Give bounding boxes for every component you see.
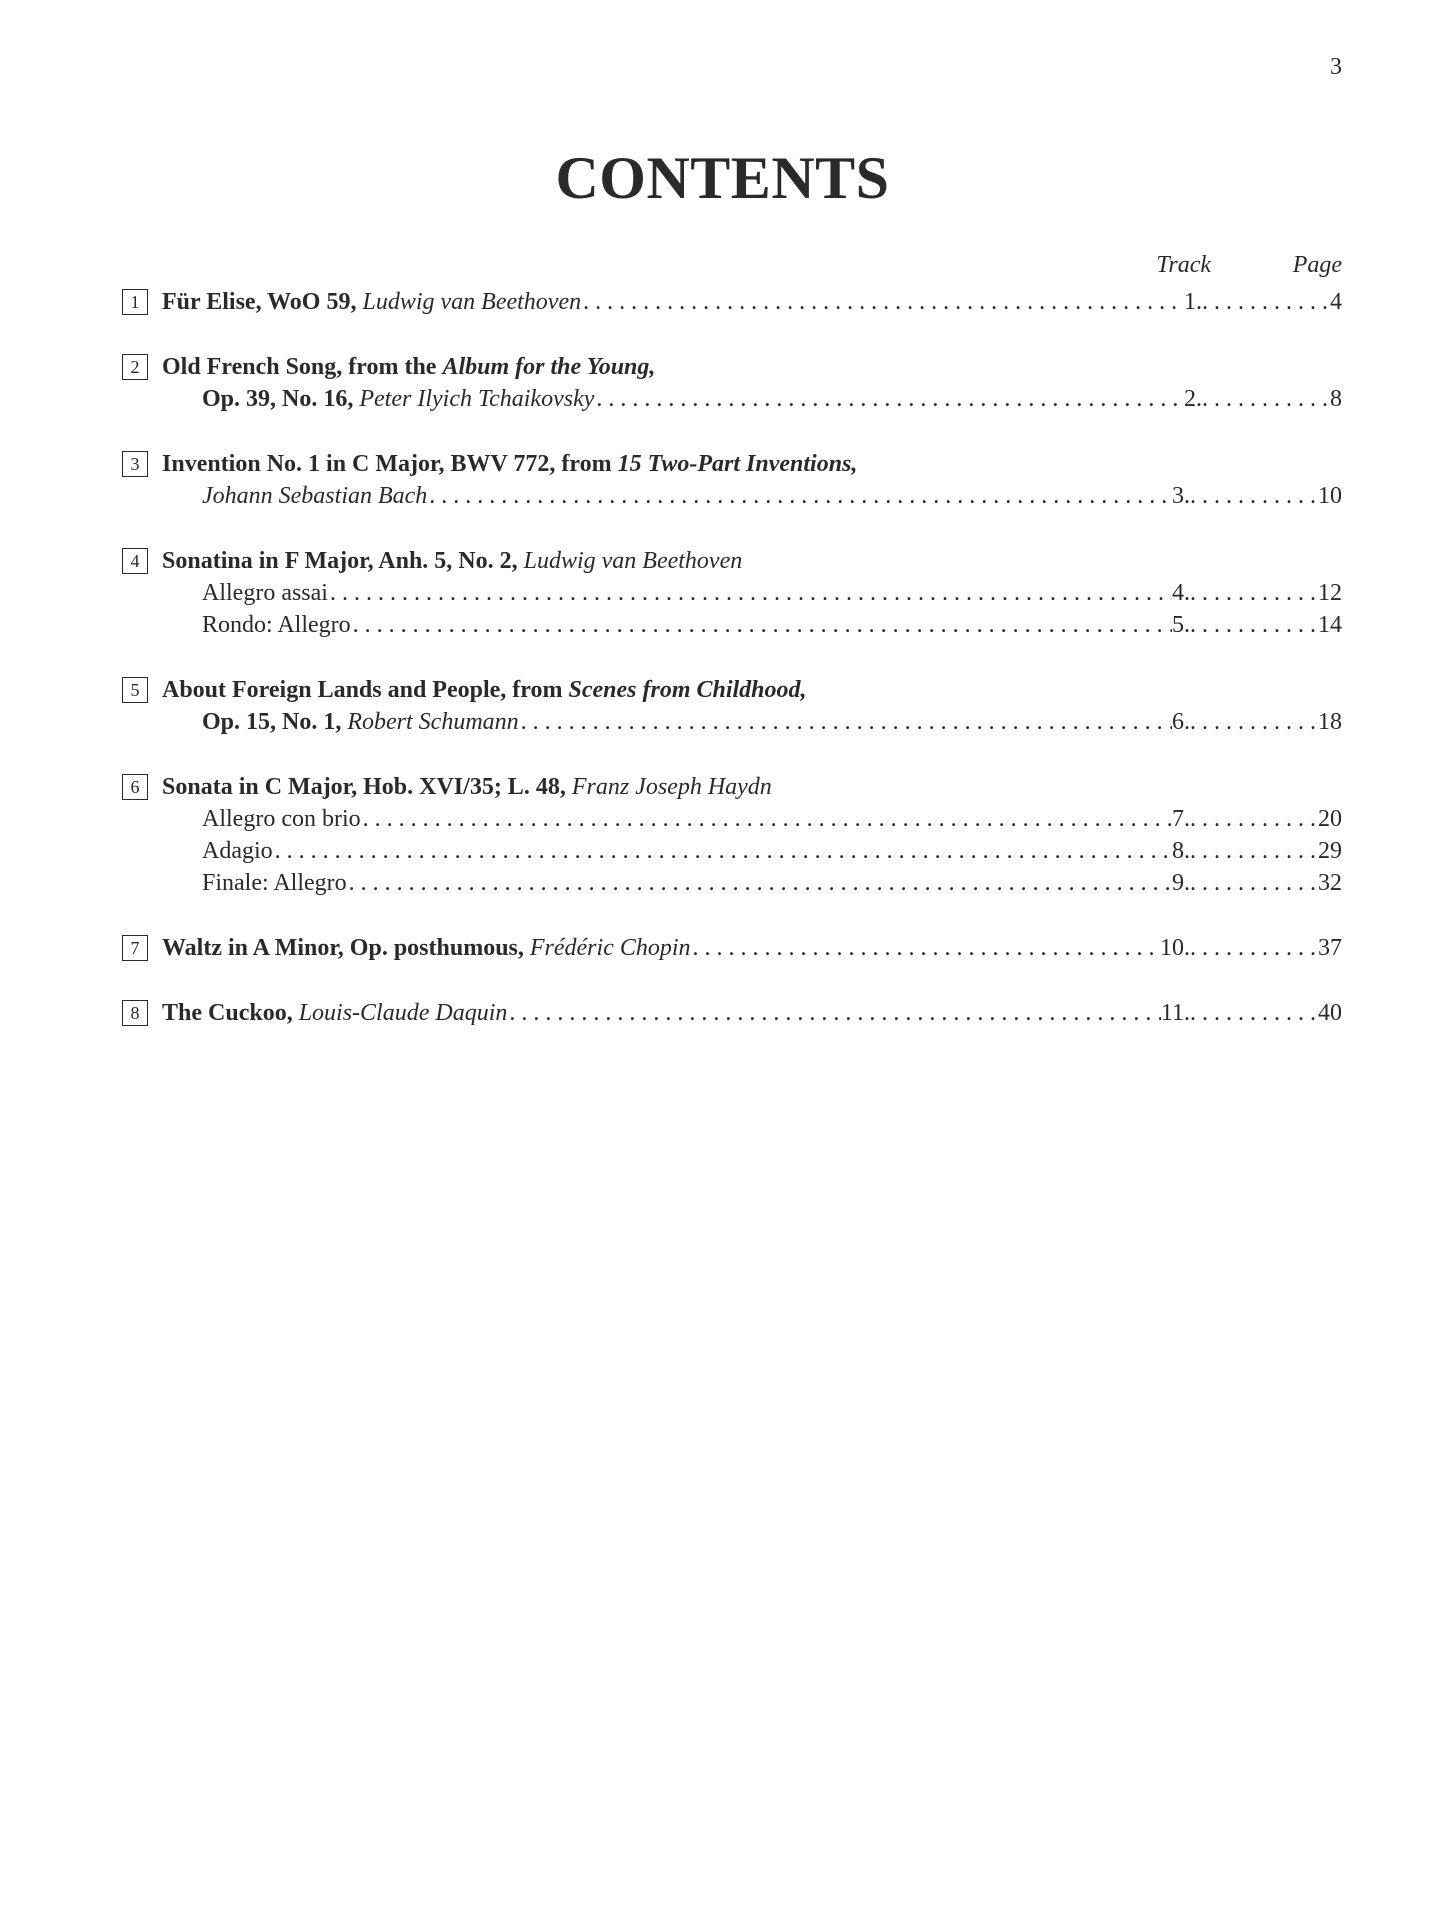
- dot-leader: [349, 867, 1172, 899]
- dot-leader: [353, 609, 1172, 641]
- entry-collection: Album for the Young,: [442, 354, 656, 380]
- entry-number-badge: 1: [122, 289, 148, 315]
- toc-entry[interactable]: [122, 997, 1342, 1029]
- toc-entry[interactable]: [122, 771, 1342, 899]
- entry-number-badge: 8: [122, 1000, 148, 1026]
- movement-name: Rondo: Allegro: [202, 612, 351, 638]
- entry-composer: Louis-Claude Daquin: [298, 1000, 508, 1026]
- movement-row[interactable]: [122, 803, 1342, 835]
- table-of-contents: [122, 252, 1342, 1062]
- entry-composer: Peter Ilyich Tchaikovsky: [359, 386, 595, 412]
- entry-composer: Frédéric Chopin: [529, 935, 691, 961]
- dot-leader: [363, 803, 1172, 835]
- movement-name: Allegro con brio: [202, 806, 361, 832]
- page-ref: 10: [1318, 483, 1342, 509]
- track-number: 5.: [1172, 612, 1190, 638]
- entry-composer: Franz Joseph Haydn: [571, 774, 772, 800]
- dot-leader: [275, 835, 1172, 867]
- dot-leader: [1190, 835, 1318, 867]
- entry-number-badge: 7: [122, 935, 148, 961]
- track-number: 4.: [1172, 580, 1190, 606]
- track-number: 9.: [1172, 870, 1190, 896]
- entry-composer: Johann Sebastian Bach: [202, 483, 428, 509]
- page-ref: 32: [1318, 870, 1342, 896]
- dot-leader: [1190, 609, 1318, 641]
- page-ref: 18: [1318, 709, 1342, 735]
- entry-opus: Op. 15, No. 1,: [202, 709, 342, 735]
- dot-leader: [330, 577, 1172, 609]
- column-headers: [122, 252, 1342, 286]
- movement-row[interactable]: [122, 577, 1342, 609]
- entry-opus: Op. 39, No. 16,: [202, 386, 354, 412]
- entry-number-badge: 4: [122, 548, 148, 574]
- dot-leader: [693, 932, 1160, 964]
- dot-leader: [521, 706, 1172, 738]
- entry-title: Invention No. 1 in C Major, BWV 772, from: [162, 451, 612, 477]
- dot-leader: [1202, 383, 1330, 415]
- dot-leader: [1202, 286, 1330, 318]
- dot-leader: [509, 997, 1161, 1029]
- entry-title: Sonata in C Major, Hob. XVI/35; L. 48,: [162, 774, 566, 800]
- dot-leader: [583, 286, 1184, 318]
- track-number: 2.: [1184, 386, 1202, 412]
- track-number: 8.: [1172, 838, 1190, 864]
- entry-title: The Cuckoo,: [162, 1000, 293, 1026]
- track-number: 3.: [1172, 483, 1190, 509]
- dot-leader: [1190, 706, 1318, 738]
- movement-name: Allegro assai: [202, 580, 328, 606]
- entry-number-badge: 2: [122, 354, 148, 380]
- entry-number-badge: 5: [122, 677, 148, 703]
- entry-title: Für Elise, WoO 59,: [162, 289, 357, 315]
- entry-composer: Ludwig van Beethoven: [523, 548, 743, 574]
- movement-row[interactable]: [122, 867, 1342, 899]
- track-number: 6.: [1172, 709, 1190, 735]
- movement-row[interactable]: [122, 609, 1342, 641]
- page-number: 3: [1330, 54, 1342, 80]
- dot-leader: [429, 480, 1172, 512]
- entry-collection: 15 Two-Part Inventions,: [617, 451, 858, 477]
- toc-entry[interactable]: [122, 448, 1342, 512]
- page-ref: 8: [1330, 386, 1342, 412]
- page-ref: 29: [1318, 838, 1342, 864]
- track-column-header: Track: [1156, 252, 1211, 278]
- dot-leader: [1190, 867, 1318, 899]
- track-number: 1.: [1184, 289, 1202, 315]
- toc-entry[interactable]: [122, 932, 1342, 964]
- track-number: 10.: [1160, 935, 1190, 961]
- dot-leader: [1190, 997, 1318, 1029]
- entry-collection: Scenes from Childhood,: [568, 677, 807, 703]
- dot-leader: [1190, 577, 1318, 609]
- page-ref: 12: [1318, 580, 1342, 606]
- movement-row[interactable]: [122, 835, 1342, 867]
- entry-number-badge: 3: [122, 451, 148, 477]
- entry-title: Waltz in A Minor, Op. posthumous,: [162, 935, 524, 961]
- entry-title: Sonatina in F Major, Anh. 5, No. 2,: [162, 548, 518, 574]
- track-number: 7.: [1172, 806, 1190, 832]
- page-ref: 20: [1318, 806, 1342, 832]
- track-number: 11.: [1160, 1000, 1190, 1026]
- dot-leader: [1190, 480, 1318, 512]
- page-ref: 40: [1318, 1000, 1342, 1026]
- dot-leader: [1190, 932, 1318, 964]
- toc-entry[interactable]: [122, 286, 1342, 318]
- entry-number-badge: 6: [122, 774, 148, 800]
- dot-leader: [1190, 803, 1318, 835]
- toc-entry[interactable]: [122, 674, 1342, 738]
- page-ref: 37: [1318, 935, 1342, 961]
- entry-composer: Ludwig van Beethoven: [362, 289, 582, 315]
- toc-entry[interactable]: [122, 351, 1342, 415]
- page-ref: 14: [1318, 612, 1342, 638]
- page-ref: 4: [1330, 289, 1342, 315]
- entry-title: Old French Song, from the: [162, 354, 437, 380]
- movement-name: Finale: Allegro: [202, 870, 347, 896]
- toc-entry[interactable]: [122, 545, 1342, 641]
- dot-leader: [596, 383, 1184, 415]
- page-column-header: Page: [1292, 252, 1342, 278]
- entry-title: About Foreign Lands and People, from: [162, 677, 563, 703]
- entry-composer: Robert Schumann: [347, 709, 519, 735]
- movement-name: Adagio: [202, 838, 273, 864]
- page-title: CONTENTS: [555, 145, 890, 211]
